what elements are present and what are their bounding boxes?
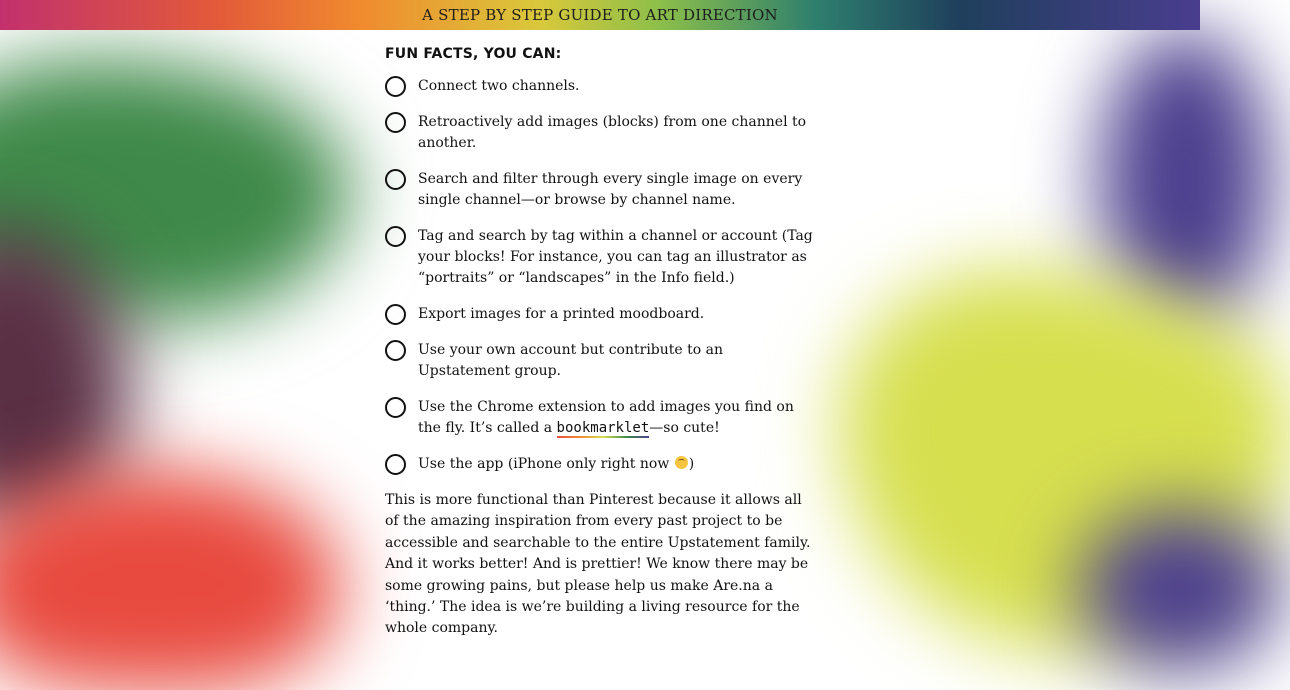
checklist-item <box>385 304 815 325</box>
checkbox-circle[interactable] <box>385 304 406 325</box>
checklist-item-text-end: ) <box>688 456 695 472</box>
checkbox-circle[interactable] <box>385 454 406 475</box>
checklist-item-text <box>418 454 694 475</box>
checklist-item-text: Tag and search by tag within a channel or account (Tag your blocks! For instance, you can tag an illustrator as “portraits” or “landscapes” in the Info field.) <box>418 228 813 286</box>
decorative-blob-indigo-bottom <box>1080 510 1280 670</box>
checkbox-circle[interactable] <box>385 340 406 361</box>
checklist-item-text-end: —so cute! <box>649 420 720 436</box>
checklist-item-text-start: Use the app (iPhone only right now <box>418 456 674 472</box>
section-heading: FUN FACTS, YOU CAN: <box>385 46 562 62</box>
checkbox-circle[interactable] <box>385 397 406 418</box>
checklist-item <box>385 76 815 97</box>
checklist-item <box>385 397 815 439</box>
banner-title[interactable]: A STEP BY STEP GUIDE TO ART DIRECTION <box>422 6 778 24</box>
checklist-item-text <box>418 397 815 439</box>
body-paragraph: This is more functional than Pinterest because it allows all of the amazing inspiration from every past project to be accessible and searchable to the entire Upstatement family. And it works better! And is prettier! We know there may be some growing pains, but please help us make Are.na a ‘thing.’ The idea is we’re building a living resource for the whole company. <box>385 492 811 637</box>
checklist-item <box>385 226 815 289</box>
decorative-blob-red <box>0 470 340 690</box>
checklist-item <box>385 169 815 211</box>
checklist-item-text: Export images for a printed moodboard. <box>418 306 705 322</box>
checkbox-circle[interactable] <box>385 169 406 190</box>
checklist-item <box>385 454 815 475</box>
checklist-item-text: Use your own account but contribute to an Upstatement group. <box>418 342 724 379</box>
checklist-item-text: Connect two channels. <box>418 78 580 94</box>
checklist-item <box>385 340 815 382</box>
top-banner[interactable] <box>0 0 1200 30</box>
bookmarklet-link[interactable]: bookmarklet <box>556 420 650 436</box>
article-content <box>385 46 815 654</box>
fun-facts-checklist <box>385 76 815 475</box>
checklist-item-text-start: Use the Chrome extension to add images you find on the fly. It’s called a <box>418 399 794 436</box>
checklist-item-text: Search and filter through every single image on every single channel—or browse by channel name. <box>418 171 803 208</box>
checkbox-circle[interactable] <box>385 76 406 97</box>
checklist-item-text: Retroactively add images (blocks) from one channel to another. <box>418 114 807 151</box>
checkbox-circle[interactable] <box>385 112 406 133</box>
rolling-eyes-emoji-icon <box>675 456 688 469</box>
checklist-item <box>385 112 815 154</box>
checkbox-circle[interactable] <box>385 226 406 247</box>
